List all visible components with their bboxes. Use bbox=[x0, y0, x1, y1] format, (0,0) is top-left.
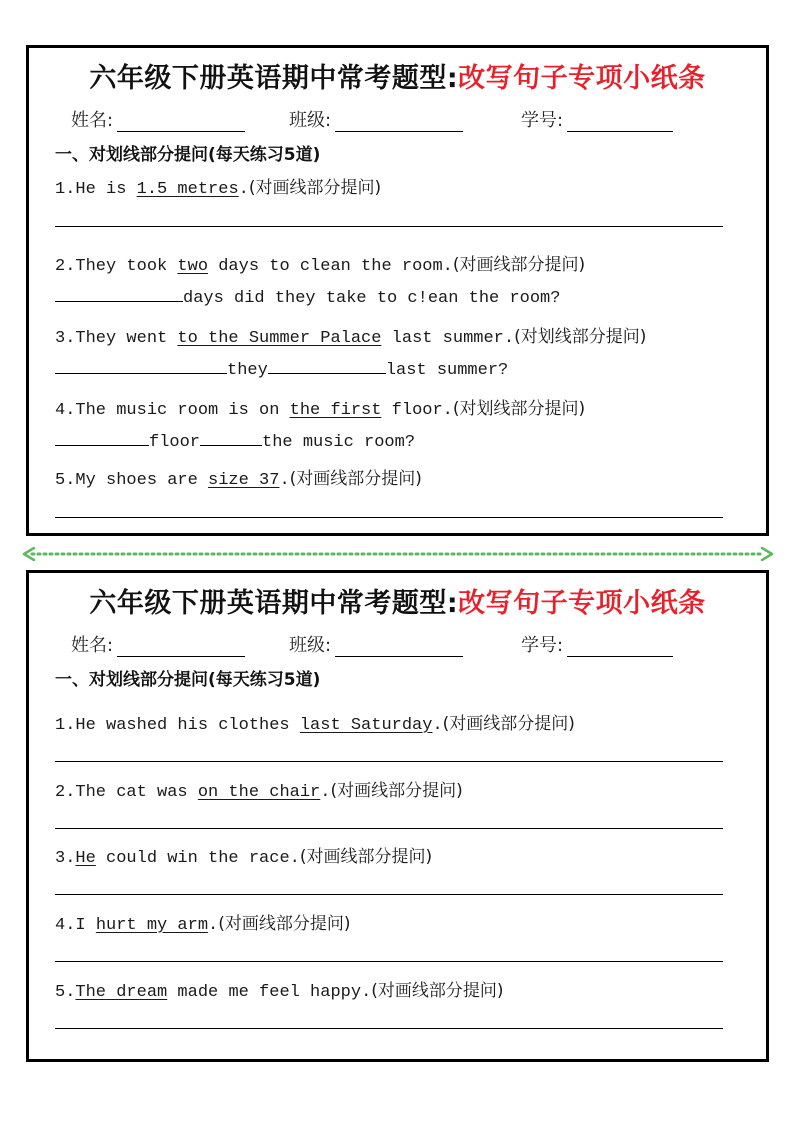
class-label: 班级: bbox=[289, 110, 332, 131]
underlined-part: He bbox=[75, 849, 96, 868]
section-heading: 一、对划线部分提问(每天练习5道) bbox=[55, 670, 321, 690]
question-4: 4.I hurt my arm.(对画线部分提问) bbox=[55, 914, 351, 935]
title-black-part: 六年级下册英语期中常考题型: bbox=[89, 63, 459, 94]
title-red-part: 改写句子专项小纸条 bbox=[458, 588, 706, 619]
class-field bbox=[289, 631, 463, 657]
answer-line-4[interactable] bbox=[55, 961, 723, 962]
question-instruction: (对画线部分提问) bbox=[452, 255, 586, 275]
question-2: 2.The cat was on the chair.(对画线部分提问) bbox=[55, 781, 463, 802]
class-blank[interactable] bbox=[335, 636, 463, 657]
question-3: 3.He could win the race.(对画线部分提问) bbox=[55, 847, 433, 868]
answer-blank[interactable] bbox=[55, 428, 149, 446]
worksheet-card-2 bbox=[26, 570, 769, 1062]
question-instruction: (对划线部分提问) bbox=[452, 399, 586, 419]
worksheet-title bbox=[29, 581, 766, 620]
class-blank[interactable] bbox=[335, 111, 463, 132]
student-info-row bbox=[71, 631, 766, 657]
answer-line-1[interactable] bbox=[55, 226, 723, 227]
question-1: 1.He is 1.5 metres.(对画线部分提问) bbox=[55, 178, 382, 199]
question-3: 3.They went to the Summer Palace last summer.(对划线部分提问) bbox=[55, 327, 647, 348]
question-instruction: (对画线部分提问) bbox=[248, 178, 382, 198]
question-2: 2.They took two days to clean the room.(对画线部分提问) bbox=[55, 255, 586, 276]
answer-blank[interactable] bbox=[200, 428, 262, 446]
question-instruction: (对划线部分提问) bbox=[514, 327, 647, 347]
arrow-right-icon bbox=[762, 548, 772, 560]
answer-line-1[interactable] bbox=[55, 761, 723, 762]
class-label: 班级: bbox=[289, 635, 332, 656]
question-1: 1.He washed his clothes last Saturday.(对画线部分提问) bbox=[55, 714, 575, 735]
name-label: 姓名: bbox=[71, 110, 114, 131]
cut-line-divider bbox=[22, 547, 774, 561]
answer-blank[interactable] bbox=[55, 284, 183, 302]
name-field bbox=[71, 106, 245, 132]
question-instruction: (对画线部分提问) bbox=[218, 914, 351, 934]
name-field bbox=[71, 631, 245, 657]
question-5: 5.The dream made me feel happy.(对画线部分提问) bbox=[55, 981, 504, 1002]
underlined-part: on the chair bbox=[197, 783, 321, 802]
answer-template-2: days did they take to c!ean the room? bbox=[55, 284, 560, 308]
name-blank[interactable] bbox=[117, 636, 245, 657]
underlined-part: two bbox=[177, 257, 209, 276]
class-field bbox=[289, 106, 463, 132]
question-4: 4.The music room is on the first floor.(对划线部分提问) bbox=[55, 399, 586, 420]
answer-line-5[interactable] bbox=[55, 1028, 723, 1029]
number-blank[interactable] bbox=[567, 636, 673, 657]
number-field bbox=[521, 631, 673, 657]
worksheet-card-1 bbox=[26, 45, 769, 536]
question-instruction: (对画线部分提问) bbox=[330, 781, 463, 801]
answer-line-3[interactable] bbox=[55, 894, 723, 895]
underlined-part: The dream bbox=[75, 983, 168, 1002]
underlined-part: the first bbox=[289, 401, 382, 420]
underlined-part: 1.5 metres bbox=[136, 180, 239, 199]
answer-template-4: floor the music room? bbox=[55, 428, 415, 452]
worksheet-title bbox=[29, 56, 766, 95]
section-heading: 一、对划线部分提问(每天练习5道) bbox=[55, 145, 321, 165]
underlined-part: last Saturday bbox=[299, 716, 433, 735]
question-instruction: (对画线部分提问) bbox=[442, 714, 575, 734]
title-red-part: 改写句子专项小纸条 bbox=[458, 63, 706, 94]
student-info-row bbox=[71, 106, 766, 132]
answer-template-3: they last summer? bbox=[55, 356, 508, 380]
underlined-part: size 37 bbox=[208, 471, 280, 490]
number-field bbox=[521, 106, 673, 132]
answer-line-2[interactable] bbox=[55, 828, 723, 829]
title-black-part: 六年级下册英语期中常考题型: bbox=[89, 588, 459, 619]
answer-blank[interactable] bbox=[55, 356, 227, 374]
question-instruction: (对画线部分提问) bbox=[299, 847, 433, 867]
underlined-part: to the Summer Palace bbox=[177, 329, 382, 348]
question-instruction: (对画线部分提问) bbox=[289, 469, 422, 489]
answer-line-5[interactable] bbox=[55, 517, 723, 518]
number-blank[interactable] bbox=[567, 111, 673, 132]
name-blank[interactable] bbox=[117, 111, 245, 132]
underlined-part: hurt my arm bbox=[95, 916, 209, 935]
answer-blank[interactable] bbox=[268, 356, 386, 374]
name-label: 姓名: bbox=[71, 635, 114, 656]
question-5: 5.My shoes are size 37.(对画线部分提问) bbox=[55, 469, 422, 490]
number-label: 学号: bbox=[521, 110, 564, 131]
question-instruction: (对画线部分提问) bbox=[371, 981, 504, 1001]
number-label: 学号: bbox=[521, 635, 564, 656]
